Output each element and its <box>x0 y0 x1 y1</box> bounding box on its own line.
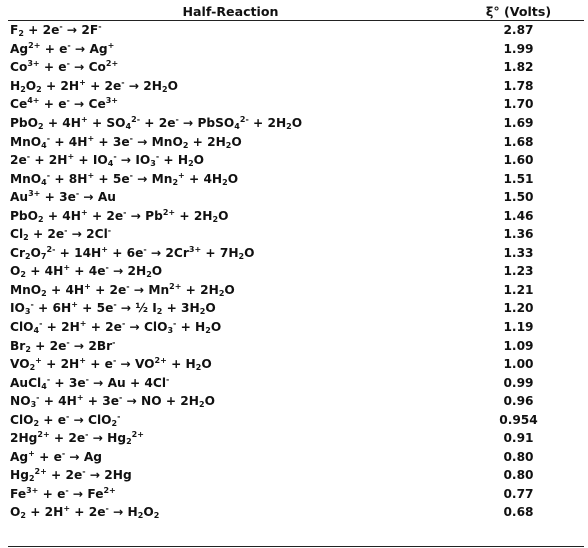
table-row <box>8 281 584 300</box>
half-reaction-cell: ClO$_2$ + e- → ClO$_2$- <box>10 411 121 428</box>
potential-cell: 2.87 <box>503 23 534 38</box>
table-row <box>8 151 584 170</box>
half-reaction-cell: AuCl$_4$- + 3e- → Au + 4Cl- <box>10 374 170 391</box>
half-reaction-cell: $MnO_2 + 4H^+ + 2e^- \to Mn^{2+} + 2H_2O$ <box>10 281 235 298</box>
potential-cell: 1.20 <box>503 301 534 316</box>
potential-cell: 1.60 <box>503 153 534 168</box>
half-reaction-cell: $IO_3^- + 6H^+ + 5e^-$ → ½ $I_2 + 3H_2O$ <box>10 300 216 317</box>
half-reaction-cell: $Ce^{4+} + e^- \to Ce^{3+}$ <box>10 96 118 112</box>
table-row <box>8 225 584 244</box>
table-row <box>8 77 584 96</box>
half-reaction-cell: $PbO_2 + 4H^+ + SO_4^{2-} + 2e^-$ → PbSO$_4^{2-}$ + $2H_2O$ <box>10 115 303 131</box>
half-reaction-cell: $2Hg^{2+} + 2e^- \to Hg_2^{2+}$ <box>10 430 144 447</box>
half-reaction-cell: $MnO_4^- + 4H^+ + 3e^- \to MnO_2 + 2H_2O$ <box>10 133 242 150</box>
table-row <box>8 299 584 318</box>
table-row <box>8 262 584 281</box>
potential-cell: 0.954 <box>499 412 538 427</box>
half-reaction-cell: $NO_3^- + 4H^+ + 3e^-$ → NO + $2H_2O$ <box>10 393 215 410</box>
half-reaction-cell: $H_2O_2 + 2H^+ + 2e^- \to 2H_2O$ <box>10 77 178 94</box>
potential-cell: 1.78 <box>503 78 534 93</box>
potential-cell: 1.36 <box>503 227 534 242</box>
half-reaction-cell: Ag+ + e- → Ag <box>10 448 103 464</box>
potential-cell: 1.68 <box>503 134 534 149</box>
potential-cell: 1.23 <box>503 264 534 279</box>
table-row <box>8 58 584 77</box>
table-row <box>8 373 584 392</box>
table-row <box>8 429 584 448</box>
bottom-rule <box>8 546 584 547</box>
table-row <box>8 40 584 59</box>
table-row <box>8 206 584 225</box>
half-reaction-cell: $Fe^{3+} + e^- \to Fe^{2+}$ <box>10 485 116 501</box>
potential-cell: 1.00 <box>503 357 534 372</box>
reduction-potential-table <box>8 4 584 522</box>
table-row <box>8 169 584 188</box>
half-reaction-cell: $O_2 + 2H^+ + 2e^- \to H_2O_2$ <box>10 504 160 521</box>
header-half-reaction: Half-Reaction <box>182 4 279 19</box>
table-row <box>8 132 584 151</box>
half-reaction-cell: $Br_2 + 2e^- \to 2Br^-$ <box>10 337 116 354</box>
half-reaction-cell: $VO_2^+ + 2H^+ + e^- \to VO^{2+} + H_2O$ <box>10 356 212 373</box>
half-reaction-cell: $Au^{3+} + 3e^- \to Au$ <box>10 189 116 205</box>
table-row <box>8 114 584 133</box>
potential-cell: 0.91 <box>503 431 534 446</box>
potential-cell: 1.46 <box>503 208 534 223</box>
potential-cell: 1.33 <box>503 245 534 260</box>
table-row <box>8 448 584 467</box>
potential-cell: 0.77 <box>503 486 534 501</box>
potential-cell: 1.99 <box>503 41 534 56</box>
table-row <box>8 466 584 485</box>
half-reaction-cell: $Ag^{2+} + e^- \to Ag^+$ <box>10 40 115 56</box>
half-reaction-cell: $Co^{3+} + e^- \to Co^{2+}$ <box>10 59 119 75</box>
table-row <box>8 318 584 337</box>
half-reaction-cell: $2e^- + 2H^+ + IO_4^- \to IO_3^- + H_2O$ <box>10 152 205 169</box>
header-row <box>8 4 584 21</box>
table-row <box>8 392 584 411</box>
table-row <box>8 95 584 114</box>
potential-cell: 1.50 <box>503 190 534 205</box>
half-reaction-cell: $MnO_4^- + 8H^+ + 5e^- \to Mn_2^+ + 4H_2O$ <box>10 170 239 187</box>
half-reaction-cell: $ClO_4^- + 2H^+ + 2e^- \to ClO_3^- + H_2O$ <box>10 319 222 336</box>
table-body <box>8 21 584 522</box>
potential-cell: 1.21 <box>503 282 534 297</box>
potential-cell: 1.09 <box>503 338 534 353</box>
potential-cell: 1.82 <box>503 60 534 75</box>
half-reaction-cell: $Cl_2 + 2e^- \to 2Cl^-$ <box>10 226 112 243</box>
table-row <box>8 503 584 522</box>
header-potential: ξ° (Volts) <box>485 4 552 19</box>
half-reaction-cell: $Cr_2O_7^{2-} + 14H^+ + 6e^- \to 2Cr^{3+} + 7H_2O$ <box>10 244 255 261</box>
potential-cell: 0.80 <box>503 449 534 464</box>
potential-cell: 0.68 <box>503 505 534 520</box>
table-row <box>8 244 584 263</box>
table-row <box>8 21 584 40</box>
table-row <box>8 410 584 429</box>
half-reaction-cell: $PbO_2 + 4H^+ + 2e^- \to Pb^{2+} + 2H_2O$ <box>10 207 229 224</box>
half-reaction-cell: $F_2 + 2e^- \to 2F^-$ <box>10 22 102 39</box>
table-row <box>8 188 584 207</box>
potential-cell: 1.19 <box>503 320 534 335</box>
potential-cell: 0.99 <box>503 375 534 390</box>
half-reaction-cell: $Hg_2^{2+} + 2e^- \to 2Hg$ <box>10 467 132 484</box>
half-reaction-cell: $O_2 + 4H^+ + 4e^- \to 2H_2O$ <box>10 263 163 280</box>
potential-cell: 0.96 <box>503 394 534 409</box>
potential-cell: 1.51 <box>503 171 534 186</box>
potential-cell: 1.69 <box>503 116 534 130</box>
table-row <box>8 485 584 504</box>
table-row <box>8 355 584 374</box>
potential-cell: 0.80 <box>503 468 534 483</box>
potential-cell: 1.70 <box>503 97 534 112</box>
table-row <box>8 336 584 355</box>
